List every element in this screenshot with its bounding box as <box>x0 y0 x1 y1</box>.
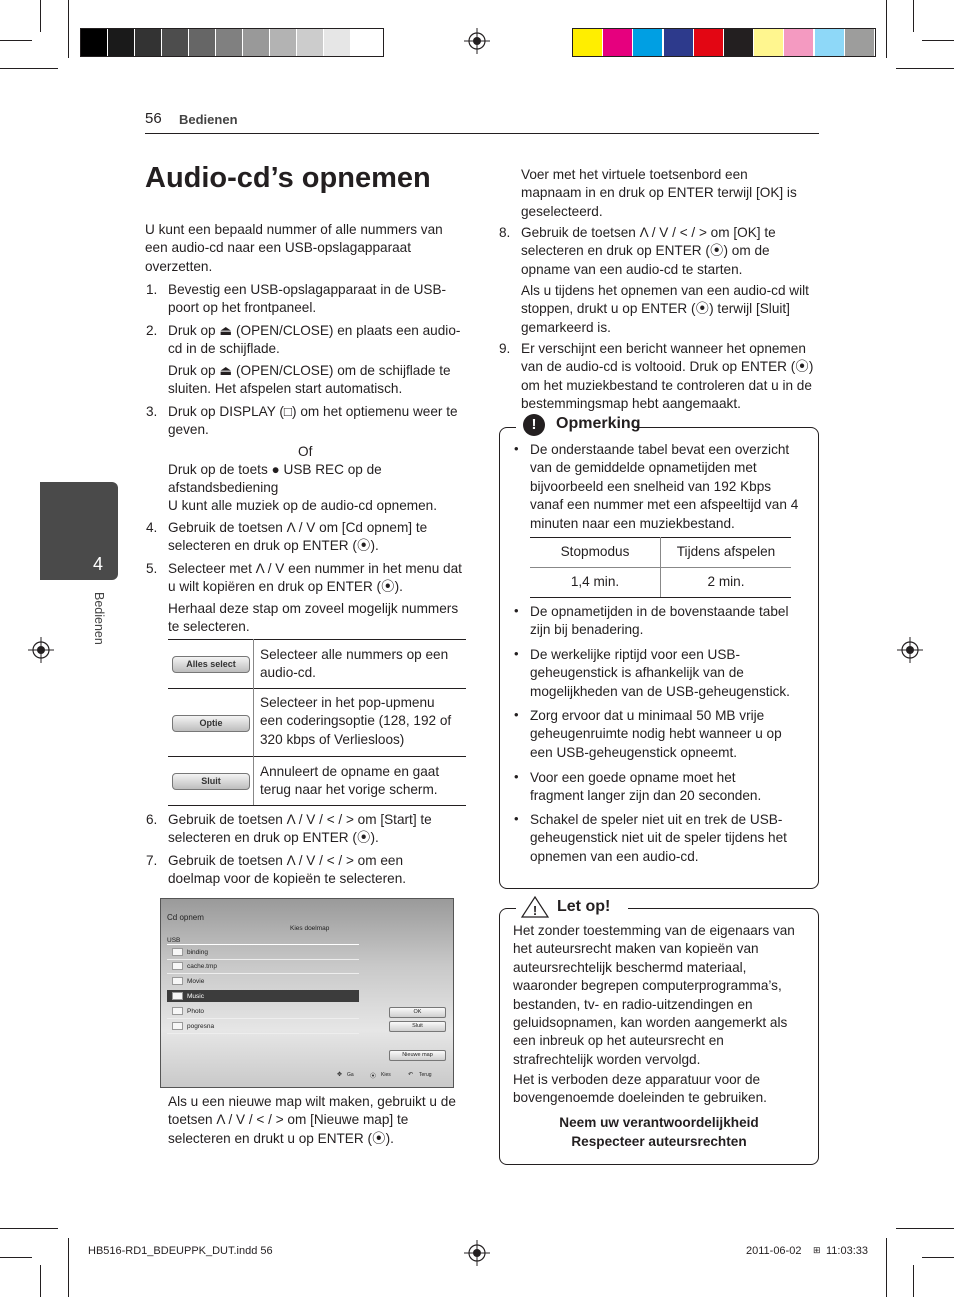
step-text: Gebruik de toetsen Λ / V / < / > om een doelmap voor de kopieën te selecteren. <box>168 853 407 887</box>
back-icon: ↶ <box>408 1072 414 1078</box>
note-bullet: Voor een goede opname moet het fragment langer zijn dan 20 seconden. <box>530 770 762 804</box>
crop-mark <box>0 40 32 41</box>
side-tab-label-wrap <box>84 590 112 660</box>
screen-close-button: Sluit <box>389 1021 446 1032</box>
folder-icon <box>172 992 183 1000</box>
folder-icon <box>172 1022 183 1030</box>
crop-mark <box>922 40 954 41</box>
color-swatch <box>573 29 603 56</box>
bullet-icon: • <box>514 646 519 661</box>
step-text: Er verschijnt een bericht wanneer het opnemen van de audio-cd is voltooid. Druk op ENTER (⦿) om het muziekbestand te controleren dat u in de bestemmingsmap hebt aangemaakt. <box>521 341 814 412</box>
caution-title: Let op! <box>557 898 611 915</box>
crop-mark <box>68 0 69 58</box>
crop-mark <box>896 1228 954 1229</box>
folder-icon <box>172 962 183 970</box>
step-text: Bevestig een USB-opslagapparaat in de USB-poort op het frontpaneel. <box>168 282 447 316</box>
step-alt: Druk op de toets ● USB REC op de afstandsbediening <box>168 462 382 496</box>
step-alt: U kunt alle muziek op de audio-cd opnemen. <box>168 498 438 513</box>
footer-file: HB516-RD1_BDEUPPK_DUT.indd 56 <box>88 1245 273 1257</box>
step-text: Druk op DISPLAY (□) om het optiemenu weer te geven. <box>168 404 458 438</box>
folder-name: cache.tmp <box>187 963 217 970</box>
folder-icon <box>172 1007 183 1015</box>
step-number: 1. <box>146 282 158 297</box>
step-text: Druk op ⏏ (OPEN/CLOSE) en plaats een audio-cd in de schijflade. <box>168 323 461 357</box>
bullet-icon: • <box>514 811 519 826</box>
color-bar <box>572 28 876 57</box>
caution-header <box>516 894 628 920</box>
screen-device: USB <box>167 937 181 944</box>
alles-select-button: Alles select <box>172 656 250 673</box>
table-header: Stopmodus <box>560 544 630 559</box>
crop-mark <box>40 1265 41 1297</box>
color-swatch <box>724 29 754 56</box>
page-number: 56 <box>145 110 162 127</box>
step-text: Gebruik de toetsen Λ / V / < / > om [OK] te selecteren en druk op ENTER (⦿) om de opname van een audio-cd te starten. <box>521 225 776 277</box>
crop-mark <box>913 1265 914 1297</box>
registration-mark-icon <box>464 1240 490 1266</box>
enter-icon: ⦿ <box>370 1074 377 1080</box>
step-number: 7. <box>146 853 158 868</box>
screen-footer-go: Ga <box>347 1072 354 1078</box>
step-after: Als u een nieuwe map wilt maken, gebruikt u de toetsen Λ / V / < / > om [Nieuwe map] te selecteren en drukt u op ENTER (⦿). <box>168 1094 456 1146</box>
sluit-button: Sluit <box>172 773 250 790</box>
screen-new-folder-button: Nieuwe map <box>389 1050 446 1061</box>
step-extra: Als u tijdens het opnemen van een audio-cd wilt stoppen, drukt u op ENTER (⦿) terwijl [Sluit] gemarkeerd is. <box>521 283 809 335</box>
step-text: Gebruik de toetsen Λ / V / < / > om [Start] te selecteren en druk op ENTER (⦿). <box>168 812 432 846</box>
screen-subtitle: Kies doelmap <box>290 925 330 932</box>
color-swatch <box>845 29 875 56</box>
move-icon: ✥ <box>337 1072 343 1078</box>
step-number: 4. <box>146 520 158 535</box>
crop-mark <box>896 68 954 69</box>
exclamation-icon: ! <box>523 414 545 436</box>
note-bullet: De opnametijden in de bovenstaande tabel zijn bij benadering. <box>530 604 789 638</box>
screen-footer-choose: Kies <box>381 1072 391 1078</box>
step-text: Selecteer met Λ / V een nummer in het menu dat u wilt kopiëren en druk op ENTER (⦿). <box>168 561 462 595</box>
folder-icon <box>172 948 183 956</box>
registration-mark-icon <box>464 28 490 54</box>
cd-record-screenshot <box>160 898 454 1088</box>
crop-mark <box>913 0 914 32</box>
side-tab-label: Bedienen <box>92 592 106 645</box>
screen-ok-button: OK <box>389 1007 446 1018</box>
option-desc: Selecteer alle nummers op een audio-cd. <box>260 647 449 681</box>
screen-footer-back: Terug <box>419 1072 432 1078</box>
intro-text: U kunt een bepaald nummer of alle nummers van een audio-cd naar een USB-opslagapparaat overzetten. <box>145 222 443 274</box>
step-number: 2. <box>146 323 158 338</box>
clock-icon: ⊞ <box>813 1245 821 1255</box>
crop-mark <box>922 1257 954 1258</box>
folder-name: Movie <box>187 978 205 985</box>
section-title: Bedienen <box>179 112 238 127</box>
note-bullet: Schakel de speler niet uit en trek de USB-geheugenstick niet uit de speler tijdens het opnemen van een audio-cd. <box>530 812 787 864</box>
bullet-icon: • <box>514 603 519 618</box>
caution-text: Het is verboden deze apparatuur voor de bovengenoemde doeleinden te gebruiken. <box>513 1072 767 1106</box>
step-number: 6. <box>146 812 158 827</box>
grayscale-bar <box>80 28 384 57</box>
step-extra: Druk op ⏏ (OPEN/CLOSE) om de schijflade te sluiten. Het afspelen start automatisch. <box>168 363 451 397</box>
color-swatch <box>754 29 784 56</box>
footer-date: 2011-06-02 <box>746 1245 802 1257</box>
optie-button: Optie <box>172 715 250 732</box>
color-swatch <box>664 29 694 56</box>
option-desc: Selecteer in het pop-upmenu een coderingsoptie (128, 192 of 320 kbps of Verliesloos) <box>260 695 452 747</box>
caution-text: Het zonder toestemming van de eigenaars van het auteursrecht maken van kopieën van auteursrechtelijk beschermd materiaal, waaronder begrepen computerprogramma’s, bestanden, tv- en radio-uitzendingen en geluidsopnamen, kan worden aangemerkt als een inbreuk op het auteursrecht en strafrechtelijk worden vervolgd. <box>513 923 795 1067</box>
side-tab-number: 4 <box>93 554 104 574</box>
color-swatch <box>603 29 633 56</box>
crop-mark <box>0 1228 58 1229</box>
caution-bold: Neem uw verantwoordelijkheid <box>559 1115 759 1130</box>
step-or: Of <box>298 444 313 459</box>
folder-icon <box>172 977 183 985</box>
header-rule <box>145 133 819 134</box>
crop-mark <box>0 1257 32 1258</box>
color-swatch <box>633 29 663 56</box>
step-number: 5. <box>146 561 158 576</box>
step-number: 9. <box>499 341 511 356</box>
note-bullet: De werkelijke riptijd voor een USB-geheugenstick is afhankelijk van de mogelijkheden van de USB-geheugenstick. <box>530 647 790 699</box>
note-bullet: De onderstaande tabel bevat een overzicht van de gemiddelde opnametijden met bijvoorbeeld een snelheid van 192 Kbps vanaf een nummer met een afspeeltijd van 4 minuten naar een muziekbestand. <box>530 442 799 531</box>
color-swatch <box>784 29 814 56</box>
note-title: Opmerking <box>556 415 641 432</box>
crop-mark <box>40 0 41 32</box>
crop-mark <box>886 0 887 58</box>
registration-mark-icon <box>28 637 54 663</box>
option-desc: Annuleert de opname en gaat terug naar het vorige scherm. <box>260 764 440 798</box>
footer-time: 11:03:33 <box>826 1245 869 1257</box>
step-number: 3. <box>146 404 158 419</box>
crop-mark <box>886 1238 887 1297</box>
registration-mark-icon <box>897 637 923 663</box>
screen-title: Cd opnem <box>167 913 204 922</box>
table-cell: 1,4 min. <box>570 574 620 589</box>
step-number: 8. <box>499 225 511 240</box>
folder-name-selected: Music <box>187 993 204 1000</box>
folder-name: pogresna <box>187 1023 215 1030</box>
table-cell: 2 min. <box>707 574 745 589</box>
note-bullet: Zorg ervoor dat u minimaal 50 MB vrije geheugenruimte nodig hebt wanneer u op een USB-geheugenstick opneemt. <box>530 708 782 760</box>
crop-mark <box>68 1238 69 1297</box>
crop-mark <box>0 68 58 69</box>
page-title: Audio-cd’s opnemen <box>145 162 431 194</box>
svg-text:!: ! <box>532 903 538 918</box>
warning-triangle-icon <box>520 895 550 919</box>
note-header <box>516 413 641 437</box>
caution-bold: Respecteer auteursrechten <box>571 1134 747 1149</box>
step-pre: Voer met het virtuele toetsenbord een mapnaam in en druk op ENTER terwijl [OK] is geselecteerd. <box>521 167 797 219</box>
bullet-icon: • <box>514 769 519 784</box>
bullet-icon: • <box>514 707 519 722</box>
folder-name: Photo <box>187 1008 204 1015</box>
step-extra: Herhaal deze stap om zoveel mogelijk nummers te selecteren. <box>168 601 459 635</box>
table-header: Tijdens afspelen <box>676 544 776 559</box>
folder-name: binding <box>187 949 208 956</box>
side-tab <box>40 482 118 580</box>
color-swatch <box>694 29 724 56</box>
step-text: Gebruik de toetsen Λ / V om [Cd opnem] te selecteren en druk op ENTER (⦿). <box>168 520 428 554</box>
color-swatch <box>815 29 845 56</box>
bullet-icon: • <box>514 441 519 456</box>
